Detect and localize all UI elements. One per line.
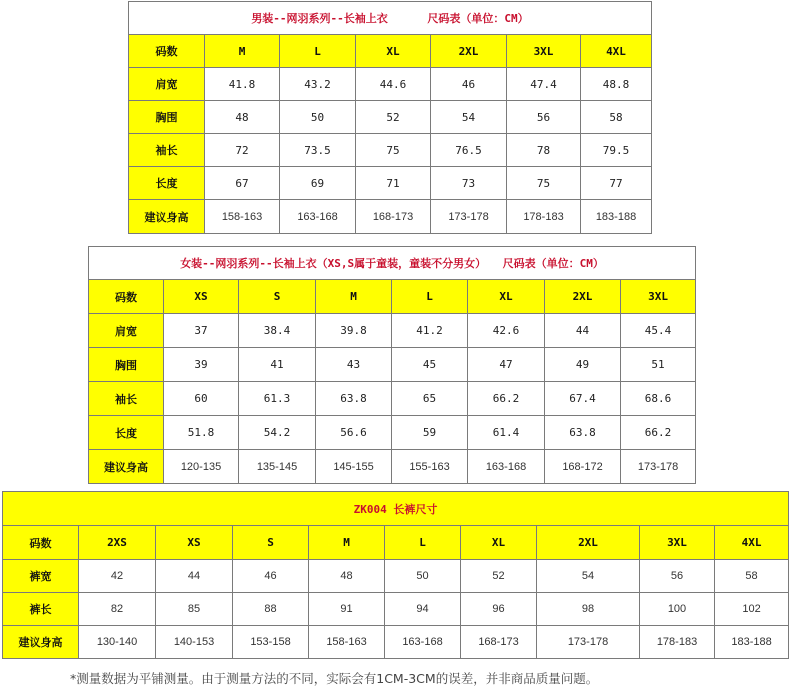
table-row [3,560,789,593]
value-cell: 158-163 [205,200,280,234]
value-cell: 88 [233,593,309,626]
header-cell: XL [461,526,537,560]
value-cell: 37 [164,314,239,348]
header-cell: XS [156,526,233,560]
value-cell: 173-178 [537,626,640,659]
header-cell: M [316,280,392,314]
row-label: 袖长 [129,134,205,167]
value-cell: 153-158 [233,626,309,659]
men-header-row [129,35,652,68]
value-cell: 56.6 [316,416,392,450]
value-cell: 67 [205,167,280,200]
value-cell: 41.2 [392,314,468,348]
measurement-footnote: *测量数据为平铺测量。由于测量方法的不同，实际会有1CM-3CM的误差，并非商品质量问题。 [70,671,599,686]
value-cell: 42 [79,560,156,593]
value-cell: 75 [356,134,431,167]
header-cell: 3XL [640,526,715,560]
value-cell: 52 [356,101,431,134]
value-cell: 51.8 [164,416,239,450]
pants-header-row [3,526,789,560]
value-cell: 178-183 [507,200,581,234]
value-cell: 46 [431,68,507,101]
table-row [129,68,652,101]
value-cell: 68.6 [621,382,696,416]
value-cell: 91 [309,593,385,626]
header-cell: 2XL [545,280,621,314]
men-table-title: 男装--网羽系列--长袖上衣 尺码表（单位：CM） [129,2,652,35]
value-cell: 47 [468,348,545,382]
value-cell: 168-173 [356,200,431,234]
value-cell: 46 [233,560,309,593]
header-cell: S [239,280,316,314]
value-cell: 43 [316,348,392,382]
header-cell: M [205,35,280,68]
value-cell: 72 [205,134,280,167]
value-cell: 51 [621,348,696,382]
value-cell: 79.5 [581,134,652,167]
value-cell: 45 [392,348,468,382]
value-cell: 66.2 [468,382,545,416]
women-header-row [89,280,696,314]
value-cell: 98 [537,593,640,626]
pants-table-title: ZK004 长裤尺寸 [3,492,789,526]
table-row [89,416,696,450]
row-label: 肩宽 [129,68,205,101]
value-cell: 43.2 [280,68,356,101]
value-cell: 173-178 [431,200,507,234]
value-cell: 85 [156,593,233,626]
women-table-title: 女装--网羽系列--长袖上衣（XS,S属于童装，童装不分男女） 尺码表（单位：CM） [89,247,696,280]
table-row [129,200,652,234]
row-label: 胸围 [129,101,205,134]
value-cell: 54 [431,101,507,134]
row-label: 袖长 [89,382,164,416]
value-cell: 168-173 [461,626,537,659]
value-cell: 163-168 [385,626,461,659]
men-size-table [128,1,652,234]
table-row [129,167,652,200]
value-cell: 58 [581,101,652,134]
value-cell: 183-188 [715,626,789,659]
value-cell: 44 [156,560,233,593]
value-cell: 39 [164,348,239,382]
value-cell: 48 [205,101,280,134]
value-cell: 140-153 [156,626,233,659]
row-label: 长度 [89,416,164,450]
value-cell: 69 [280,167,356,200]
value-cell: 52 [461,560,537,593]
value-cell: 130-140 [79,626,156,659]
row-label: 肩宽 [89,314,164,348]
value-cell: 50 [280,101,356,134]
value-cell: 54.2 [239,416,316,450]
value-cell: 82 [79,593,156,626]
value-cell: 59 [392,416,468,450]
value-cell: 120-135 [164,450,239,484]
table-row [89,314,696,348]
value-cell: 54 [537,560,640,593]
value-cell: 76.5 [431,134,507,167]
table-row [89,348,696,382]
value-cell: 44 [545,314,621,348]
value-cell: 77 [581,167,652,200]
value-cell: 163-168 [468,450,545,484]
header-cell: S [233,526,309,560]
row-label: 建议身高 [3,626,79,659]
header-cell: M [309,526,385,560]
value-cell: 102 [715,593,789,626]
header-cell: XL [468,280,545,314]
header-cell: 3XL [507,35,581,68]
row-label: 裤宽 [3,560,79,593]
table-row [89,382,696,416]
value-cell: 49 [545,348,621,382]
value-cell: 71 [356,167,431,200]
row-label: 裤长 [3,593,79,626]
value-cell: 50 [385,560,461,593]
value-cell: 60 [164,382,239,416]
value-cell: 56 [640,560,715,593]
value-cell: 100 [640,593,715,626]
value-cell: 67.4 [545,382,621,416]
header-cell: 码数 [3,526,79,560]
table-row [129,101,652,134]
table-row [129,134,652,167]
table-row [89,450,696,484]
value-cell: 73 [431,167,507,200]
value-cell: 48 [309,560,385,593]
value-cell: 94 [385,593,461,626]
value-cell: 73.5 [280,134,356,167]
value-cell: 38.4 [239,314,316,348]
table-row [3,626,789,659]
table-row [3,593,789,626]
value-cell: 96 [461,593,537,626]
value-cell: 41 [239,348,316,382]
value-cell: 178-183 [640,626,715,659]
value-cell: 41.8 [205,68,280,101]
value-cell: 155-163 [392,450,468,484]
value-cell: 61.4 [468,416,545,450]
value-cell: 45.4 [621,314,696,348]
value-cell: 63.8 [316,382,392,416]
value-cell: 61.3 [239,382,316,416]
header-cell: XL [356,35,431,68]
value-cell: 135-145 [239,450,316,484]
value-cell: 42.6 [468,314,545,348]
value-cell: 158-163 [309,626,385,659]
value-cell: 44.6 [356,68,431,101]
value-cell: 75 [507,167,581,200]
row-label: 建议身高 [89,450,164,484]
row-label: 长度 [129,167,205,200]
value-cell: 145-155 [316,450,392,484]
women-size-table [88,246,696,484]
header-cell: 4XL [581,35,652,68]
header-cell: L [392,280,468,314]
row-label: 胸围 [89,348,164,382]
value-cell: 78 [507,134,581,167]
value-cell: 56 [507,101,581,134]
pants-size-table [2,491,789,659]
value-cell: 173-178 [621,450,696,484]
header-cell: 4XL [715,526,789,560]
header-cell: 码数 [89,280,164,314]
header-cell: 2XL [537,526,640,560]
header-cell: 3XL [621,280,696,314]
value-cell: 48.8 [581,68,652,101]
value-cell: 163-168 [280,200,356,234]
row-label: 建议身高 [129,200,205,234]
value-cell: 66.2 [621,416,696,450]
value-cell: 58 [715,560,789,593]
value-cell: 47.4 [507,68,581,101]
value-cell: 183-188 [581,200,652,234]
value-cell: 65 [392,382,468,416]
header-cell: L [280,35,356,68]
header-cell: XS [164,280,239,314]
header-cell: 2XS [79,526,156,560]
header-cell: L [385,526,461,560]
value-cell: 168-172 [545,450,621,484]
header-cell: 2XL [431,35,507,68]
value-cell: 39.8 [316,314,392,348]
value-cell: 63.8 [545,416,621,450]
header-cell: 码数 [129,35,205,68]
